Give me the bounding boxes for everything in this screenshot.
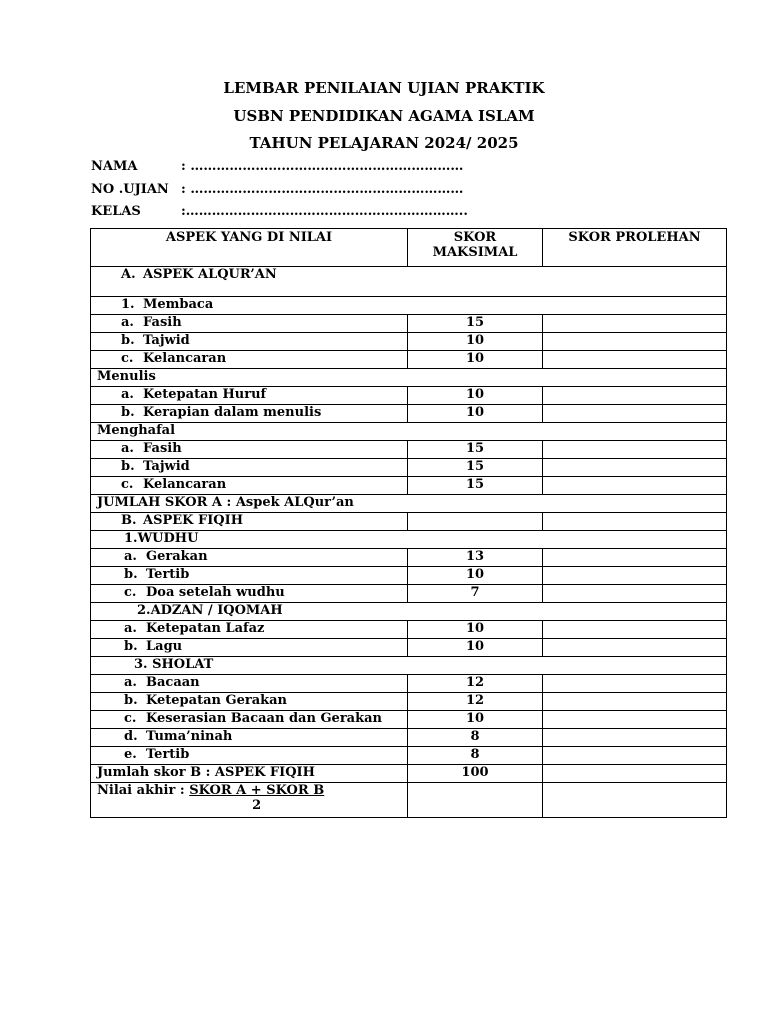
list-marker: c. <box>124 585 137 600</box>
item-text: Tuma’ninah <box>146 729 233 744</box>
skor-maksimal: 15 <box>408 441 543 459</box>
item-text: Kelancaran <box>143 477 227 492</box>
table-row <box>91 693 727 711</box>
skor-maksimal: 10 <box>408 333 543 351</box>
skor-perolehan-cell[interactable] <box>543 315 727 333</box>
title-line-3: TAHUN PELAJARAN 2024/ 2025 <box>249 134 519 152</box>
skor-maksimal: 12 <box>408 693 543 711</box>
wudhu-label: 1.WUDHU <box>91 531 727 549</box>
item-text: Gerakan <box>146 549 208 564</box>
skor-maksimal: 10 <box>408 351 543 369</box>
list-marker: b. <box>124 693 138 708</box>
list-marker: c. <box>121 351 134 366</box>
adzan-row <box>91 603 727 621</box>
skor-perolehan-cell[interactable] <box>543 729 727 747</box>
item-label <box>91 729 408 747</box>
table-row <box>91 441 727 459</box>
item-label <box>91 351 408 369</box>
nilai-akhir-row <box>91 783 727 818</box>
header-aspek: ASPEK YANG DI NILAI <box>91 229 408 267</box>
skor-perolehan-cell[interactable] <box>543 711 727 729</box>
list-marker: 1. <box>121 297 135 312</box>
list-marker: A. <box>121 267 136 282</box>
wudhu-row <box>91 531 727 549</box>
jumlah-b-max: 100 <box>408 765 543 783</box>
section-label: ASPEK ALQUR’AN <box>143 267 277 282</box>
skor-maksimal: 10 <box>408 387 543 405</box>
group-label: Membaca <box>143 297 214 312</box>
nilai-akhir-label <box>91 783 408 818</box>
adzan-label: 2.ADZAN / IQOMAH <box>91 603 727 621</box>
item-label <box>91 549 408 567</box>
field-dots: : ……………………………………………………… <box>181 182 464 197</box>
list-marker: a. <box>121 441 134 456</box>
skor-perolehan-cell[interactable] <box>543 747 727 765</box>
list-marker: a. <box>124 675 137 690</box>
skor-maksimal: 10 <box>408 711 543 729</box>
skor-perolehan-cell[interactable] <box>543 693 727 711</box>
item-text: Tertib <box>146 567 190 582</box>
field-dots: :……………………………………………………….. <box>181 204 468 219</box>
list-marker: a. <box>124 621 137 636</box>
item-text: Doa setelah wudhu <box>146 585 285 600</box>
nilai-akhir-max-cell <box>408 783 543 818</box>
list-marker: b. <box>121 405 135 420</box>
list-marker: c. <box>121 477 134 492</box>
table-row <box>91 639 727 657</box>
item-label <box>91 459 408 477</box>
menulis-row <box>91 369 727 387</box>
list-marker: a. <box>124 549 137 564</box>
list-marker: e. <box>124 747 137 762</box>
skor-perolehan-cell[interactable] <box>543 585 727 603</box>
item-label <box>91 585 408 603</box>
list-marker: c. <box>124 711 137 726</box>
skor-perolehan-cell[interactable] <box>543 549 727 567</box>
skor-maksimal: 8 <box>408 729 543 747</box>
table-row <box>91 549 727 567</box>
section-a-row <box>91 267 727 297</box>
table-row <box>91 477 727 495</box>
table-row <box>91 585 727 603</box>
item-label <box>91 639 408 657</box>
table-row <box>91 351 727 369</box>
item-label <box>91 675 408 693</box>
item-text: Bacaan <box>146 675 200 690</box>
jumlah-a-label: JUMLAH SKOR A : Aspek ALQur’an <box>91 495 727 513</box>
sholat-label: 3. SHOLAT <box>91 657 727 675</box>
skor-maksimal: 10 <box>408 567 543 585</box>
empty-cell <box>408 513 543 531</box>
item-text: Tajwid <box>143 459 190 474</box>
section-b-label <box>91 513 408 531</box>
table-row <box>91 621 727 639</box>
list-marker: b. <box>124 567 138 582</box>
item-text: Lagu <box>146 639 183 654</box>
jumlah-b-label: Jumlah skor B : ASPEK FIQIH <box>91 765 408 783</box>
table-row <box>91 747 727 765</box>
item-text: Tertib <box>146 747 190 762</box>
section-a-label <box>91 267 727 297</box>
menulis-label: Menulis <box>91 369 727 387</box>
formula-denominator: 2 <box>252 798 262 813</box>
jumlah-b-perolehan-cell[interactable] <box>543 765 727 783</box>
item-label <box>91 693 408 711</box>
field-dots: : ……………………………………………………… <box>181 159 464 174</box>
skor-perolehan-cell[interactable] <box>543 387 727 405</box>
skor-perolehan-cell[interactable] <box>543 675 727 693</box>
item-label <box>91 387 408 405</box>
item-label <box>91 567 408 585</box>
table-row <box>91 567 727 585</box>
menghafal-row <box>91 423 727 441</box>
skor-perolehan-cell[interactable] <box>543 477 727 495</box>
table-row <box>91 315 727 333</box>
header-skor-maksimal: SKOR MAKSIMAL <box>408 229 543 267</box>
table-row <box>91 675 727 693</box>
skor-maksimal: 7 <box>408 585 543 603</box>
item-label <box>91 315 408 333</box>
jumlah-a-row <box>91 495 727 513</box>
table-row <box>91 387 727 405</box>
skor-perolehan-cell[interactable] <box>543 567 727 585</box>
section-b-row <box>91 513 727 531</box>
list-marker: d. <box>124 729 138 744</box>
field-label: NO .UJIAN <box>91 182 169 197</box>
table-row <box>91 729 727 747</box>
list-marker: B. <box>121 513 137 528</box>
item-text: Keserasian Bacaan dan Gerakan <box>146 711 382 726</box>
sholat-row <box>91 657 727 675</box>
field-label: NAMA <box>91 159 138 174</box>
table-row <box>91 711 727 729</box>
skor-maksimal: 8 <box>408 747 543 765</box>
membaca-label <box>91 297 727 315</box>
skor-perolehan-cell[interactable] <box>543 459 727 477</box>
item-label <box>91 405 408 423</box>
formula-numerator: SKOR A + SKOR B <box>189 783 325 798</box>
skor-maksimal: 10 <box>408 405 543 423</box>
item-text: Kelancaran <box>143 351 227 366</box>
item-text: Kerapian dalam menulis <box>143 405 322 420</box>
field-label: KELAS <box>91 204 141 219</box>
list-marker: b. <box>121 333 135 348</box>
menghafal-label: Menghafal <box>91 423 727 441</box>
skor-perolehan-cell[interactable] <box>543 441 727 459</box>
table-header-row <box>91 229 727 267</box>
item-text: Ketepatan Gerakan <box>146 693 288 708</box>
table-row <box>91 333 727 351</box>
empty-cell <box>543 513 727 531</box>
jumlah-b-row <box>91 765 727 783</box>
item-text: Fasih <box>143 315 182 330</box>
title-line-1: LEMBAR PENILAIAN UJIAN PRAKTIK <box>223 79 545 97</box>
section-label: ASPEK FIQIH <box>143 513 243 528</box>
skor-perolehan-cell[interactable] <box>543 333 727 351</box>
header-skor-perolehan: SKOR PROLEHAN <box>543 229 727 267</box>
item-text: Fasih <box>143 441 182 456</box>
item-label <box>91 711 408 729</box>
skor-maksimal: 10 <box>408 639 543 657</box>
item-text: Ketepatan Huruf <box>143 387 267 402</box>
skor-perolehan-cell[interactable] <box>543 405 727 423</box>
list-marker: a. <box>121 387 134 402</box>
skor-maksimal: 15 <box>408 315 543 333</box>
title-line-2: USBN PENDIDIKAN AGAMA ISLAM <box>233 107 535 125</box>
item-label <box>91 747 408 765</box>
skor-maksimal: 15 <box>408 459 543 477</box>
nilai-akhir-text: Nilai akhir : <box>97 783 185 798</box>
list-marker: b. <box>121 459 135 474</box>
nilai-akhir-perolehan-cell[interactable] <box>543 783 727 818</box>
skor-perolehan-cell[interactable] <box>543 351 727 369</box>
item-text: Ketepatan Lafaz <box>146 621 265 636</box>
item-text: Tajwid <box>143 333 190 348</box>
field-nama <box>91 159 463 174</box>
field-kelas <box>91 204 468 219</box>
skor-maksimal: 12 <box>408 675 543 693</box>
table-row <box>91 405 727 423</box>
item-label <box>91 477 408 495</box>
table-row <box>91 459 727 477</box>
assessment-table <box>90 228 727 818</box>
item-label <box>91 333 408 351</box>
skor-perolehan-cell[interactable] <box>543 639 727 657</box>
skor-maksimal: 13 <box>408 549 543 567</box>
item-label <box>91 441 408 459</box>
skor-perolehan-cell[interactable] <box>543 621 727 639</box>
membaca-row <box>91 297 727 315</box>
item-label <box>91 621 408 639</box>
field-no-ujian <box>91 182 463 197</box>
nilai-akhir-formula <box>189 783 324 813</box>
list-marker: a. <box>121 315 134 330</box>
skor-maksimal: 15 <box>408 477 543 495</box>
skor-maksimal: 10 <box>408 621 543 639</box>
list-marker: b. <box>124 639 138 654</box>
